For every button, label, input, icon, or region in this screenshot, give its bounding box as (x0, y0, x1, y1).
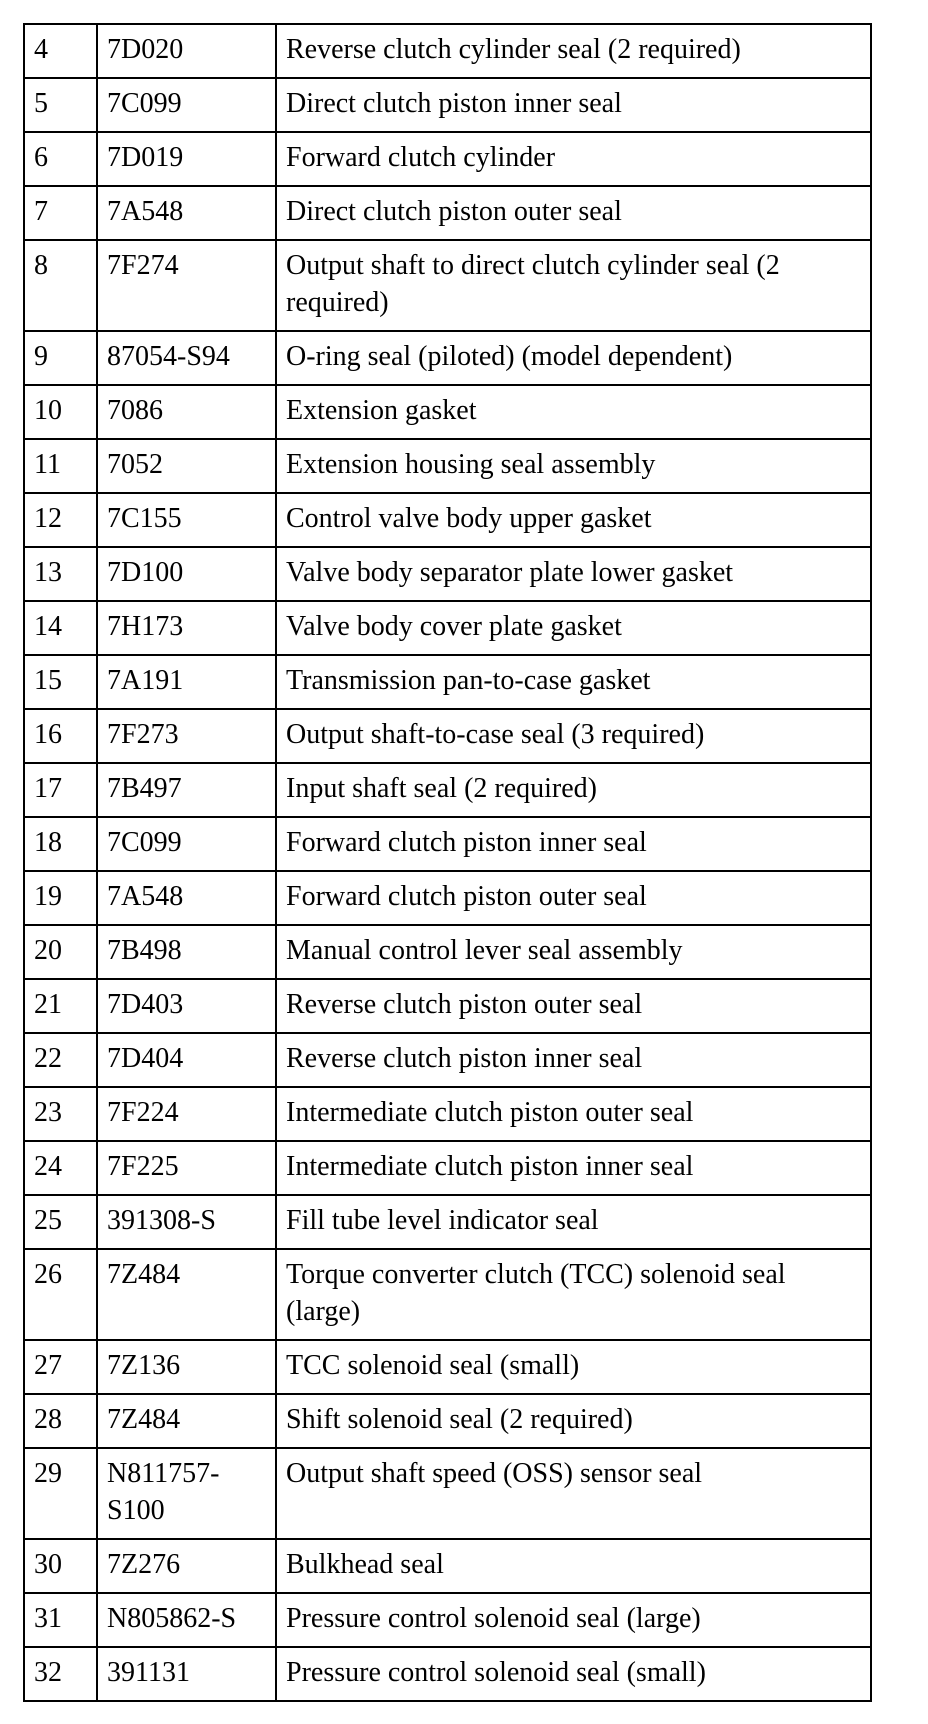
description-cell: Control valve body upper gasket (276, 493, 871, 547)
part-number-cell: 7F273 (97, 709, 276, 763)
item-number-cell: 30 (24, 1539, 97, 1593)
part-number-cell: 7A548 (97, 186, 276, 240)
part-number-cell: 7B498 (97, 925, 276, 979)
table-row (24, 601, 871, 655)
table-row (24, 493, 871, 547)
description-cell: Transmission pan-to-case gasket (276, 655, 871, 709)
description-cell: Input shaft seal (2 required) (276, 763, 871, 817)
table-row (24, 1141, 871, 1195)
part-number-cell: 7D100 (97, 547, 276, 601)
item-number-cell: 7 (24, 186, 97, 240)
part-number-cell: 7Z484 (97, 1249, 276, 1340)
description-cell: Valve body cover plate gasket (276, 601, 871, 655)
part-number-cell: 7C155 (97, 493, 276, 547)
table-row (24, 1033, 871, 1087)
table-row (24, 1448, 871, 1539)
description-cell: Output shaft speed (OSS) sensor seal (276, 1448, 871, 1539)
item-number-cell: 16 (24, 709, 97, 763)
description-cell: Extension gasket (276, 385, 871, 439)
table-row (24, 925, 871, 979)
table-row (24, 709, 871, 763)
description-cell: Extension housing seal assembly (276, 439, 871, 493)
item-number-cell: 6 (24, 132, 97, 186)
table-row (24, 132, 871, 186)
item-number-cell: 28 (24, 1394, 97, 1448)
description-cell: Manual control lever seal assembly (276, 925, 871, 979)
description-cell: Intermediate clutch piston inner seal (276, 1141, 871, 1195)
part-number-cell: 7F225 (97, 1141, 276, 1195)
description-cell: Torque converter clutch (TCC) solenoid seal (large) (276, 1249, 871, 1340)
description-cell: Direct clutch piston inner seal (276, 78, 871, 132)
description-cell: Bulkhead seal (276, 1539, 871, 1593)
table-row (24, 1593, 871, 1647)
item-number-cell: 27 (24, 1340, 97, 1394)
item-number-cell: 14 (24, 601, 97, 655)
description-cell: Direct clutch piston outer seal (276, 186, 871, 240)
part-number-cell: 7B497 (97, 763, 276, 817)
description-cell: Pressure control solenoid seal (large) (276, 1593, 871, 1647)
part-number-cell: 7C099 (97, 78, 276, 132)
part-number-cell: 7086 (97, 385, 276, 439)
item-number-cell: 12 (24, 493, 97, 547)
part-number-cell: 7Z484 (97, 1394, 276, 1448)
part-number-cell: 7D403 (97, 979, 276, 1033)
item-number-cell: 5 (24, 78, 97, 132)
part-number-cell: 7Z276 (97, 1539, 276, 1593)
part-number-cell: 87054-S94 (97, 331, 276, 385)
description-cell: O-ring seal (piloted) (model dependent) (276, 331, 871, 385)
table-row (24, 186, 871, 240)
table-row (24, 1539, 871, 1593)
description-cell: Forward clutch piston outer seal (276, 871, 871, 925)
table-row (24, 240, 871, 331)
table-row (24, 1195, 871, 1249)
item-number-cell: 24 (24, 1141, 97, 1195)
table-row (24, 763, 871, 817)
part-number-cell: 391308-S (97, 1195, 276, 1249)
part-number-cell: 7A548 (97, 871, 276, 925)
part-number-cell: 7A191 (97, 655, 276, 709)
item-number-cell: 29 (24, 1448, 97, 1539)
part-number-cell: 7Z136 (97, 1340, 276, 1394)
item-number-cell: 15 (24, 655, 97, 709)
part-number-cell: 7D404 (97, 1033, 276, 1087)
table-row (24, 385, 871, 439)
description-cell: Output shaft to direct clutch cylinder seal (2 required) (276, 240, 871, 331)
table-row (24, 979, 871, 1033)
description-cell: Fill tube level indicator seal (276, 1195, 871, 1249)
table-row (24, 24, 871, 78)
item-number-cell: 10 (24, 385, 97, 439)
item-number-cell: 19 (24, 871, 97, 925)
description-cell: Shift solenoid seal (2 required) (276, 1394, 871, 1448)
item-number-cell: 20 (24, 925, 97, 979)
table-row (24, 655, 871, 709)
table-row (24, 1394, 871, 1448)
description-cell: Reverse clutch piston inner seal (276, 1033, 871, 1087)
item-number-cell: 11 (24, 439, 97, 493)
item-number-cell: 9 (24, 331, 97, 385)
table-row (24, 1087, 871, 1141)
item-number-cell: 23 (24, 1087, 97, 1141)
table-row (24, 817, 871, 871)
parts-table-body (24, 24, 871, 1701)
description-cell: Intermediate clutch piston outer seal (276, 1087, 871, 1141)
description-cell: Forward clutch cylinder (276, 132, 871, 186)
table-row (24, 547, 871, 601)
table-row (24, 78, 871, 132)
table-row (24, 871, 871, 925)
description-cell: TCC solenoid seal (small) (276, 1340, 871, 1394)
part-number-cell: 7052 (97, 439, 276, 493)
part-number-cell: 7H173 (97, 601, 276, 655)
item-number-cell: 13 (24, 547, 97, 601)
part-number-cell: 391131 (97, 1647, 276, 1701)
description-cell: Output shaft-to-case seal (3 required) (276, 709, 871, 763)
part-number-cell: N811757-S100 (97, 1448, 276, 1539)
table-row (24, 1647, 871, 1701)
item-number-cell: 4 (24, 24, 97, 78)
table-row (24, 331, 871, 385)
item-number-cell: 18 (24, 817, 97, 871)
description-cell: Reverse clutch cylinder seal (2 required) (276, 24, 871, 78)
part-number-cell: 7F224 (97, 1087, 276, 1141)
table-row (24, 1340, 871, 1394)
item-number-cell: 17 (24, 763, 97, 817)
part-number-cell: 7D020 (97, 24, 276, 78)
part-number-cell: 7F274 (97, 240, 276, 331)
item-number-cell: 21 (24, 979, 97, 1033)
item-number-cell: 8 (24, 240, 97, 331)
item-number-cell: 31 (24, 1593, 97, 1647)
part-number-cell: 7C099 (97, 817, 276, 871)
part-number-cell: 7D019 (97, 132, 276, 186)
item-number-cell: 25 (24, 1195, 97, 1249)
description-cell: Valve body separator plate lower gasket (276, 547, 871, 601)
item-number-cell: 26 (24, 1249, 97, 1340)
item-number-cell: 22 (24, 1033, 97, 1087)
description-cell: Reverse clutch piston outer seal (276, 979, 871, 1033)
part-number-cell: N805862-S (97, 1593, 276, 1647)
item-number-cell: 32 (24, 1647, 97, 1701)
description-cell: Forward clutch piston inner seal (276, 817, 871, 871)
table-row (24, 1249, 871, 1340)
table-row (24, 439, 871, 493)
parts-table (23, 23, 872, 1702)
description-cell: Pressure control solenoid seal (small) (276, 1647, 871, 1701)
